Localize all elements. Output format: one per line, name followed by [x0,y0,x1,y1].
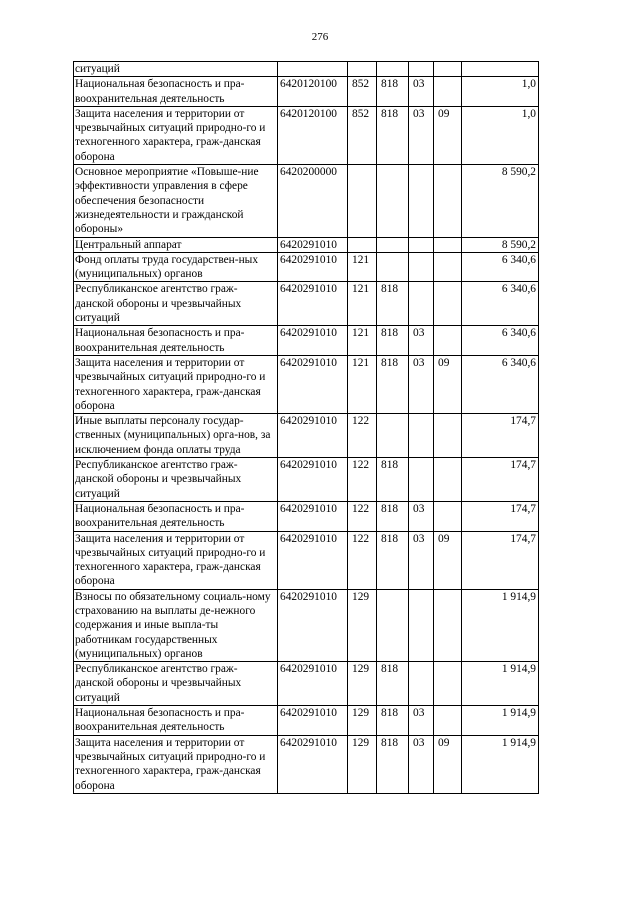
table-row [74,62,539,77]
row-name: Республиканское агентство граж-данской обороны и чрезвычайных ситуаций [74,458,278,502]
table-row [74,589,539,661]
table-row [74,237,539,252]
target-article-code: 6420120100 [278,77,348,107]
section-code: 03 [409,531,434,589]
target-article-code: 6420120100 [278,106,348,164]
subsection-code [434,282,462,326]
administrator-code: 818 [377,326,409,356]
budget-table-body [74,62,539,794]
amount: 1,0 [462,106,539,164]
administrator-code: 818 [377,458,409,502]
administrator-code [377,62,409,77]
section-code [409,282,434,326]
administrator-code [377,252,409,282]
amount: 174,7 [462,501,539,531]
amount: 174,7 [462,414,539,458]
administrator-code: 818 [377,106,409,164]
administrator-code: 818 [377,735,409,793]
budget-table [73,61,539,794]
amount: 6 340,6 [462,355,539,413]
amount: 6 340,6 [462,282,539,326]
table-row [74,706,539,736]
expense-type-code: 121 [348,326,377,356]
row-name: Центральный аппарат [74,237,278,252]
target-article-code: 6420291010 [278,237,348,252]
page-number: 276 [311,31,329,43]
subsection-code [434,662,462,706]
target-article-code: 6420291010 [278,501,348,531]
expense-type-code: 852 [348,106,377,164]
row-name: Взносы по обязательному социаль-ному страхованию на выплаты де-нежного содержания и иные выпла-ты работникам государственных (муниципальных) органов [74,589,278,661]
target-article-code [278,62,348,77]
table-row [74,735,539,793]
section-code [409,662,434,706]
row-name: Национальная безопасность и пра-воохранительная деятельность [74,77,278,107]
expense-type-code: 852 [348,77,377,107]
expense-type-code [348,237,377,252]
subsection-code: 09 [434,106,462,164]
amount: 8 590,2 [462,237,539,252]
amount: 1 914,9 [462,589,539,661]
subsection-code [434,501,462,531]
expense-type-code: 122 [348,458,377,502]
row-name: Республиканское агентство граж-данской обороны и чрезвычайных ситуаций [74,662,278,706]
administrator-code: 818 [377,662,409,706]
administrator-code: 818 [377,355,409,413]
expense-type-code: 122 [348,501,377,531]
target-article-code: 6420291010 [278,355,348,413]
expense-type-code: 129 [348,706,377,736]
administrator-code: 818 [377,531,409,589]
target-article-code: 6420291010 [278,589,348,661]
table-row [74,501,539,531]
expense-type-code: 122 [348,414,377,458]
expense-type-code: 129 [348,662,377,706]
amount: 174,7 [462,458,539,502]
row-name: Национальная безопасность и пра-воохранительная деятельность [74,706,278,736]
section-code: 03 [409,706,434,736]
target-article-code: 6420200000 [278,165,348,237]
section-code: 03 [409,106,434,164]
section-code: 03 [409,77,434,107]
expense-type-code: 121 [348,355,377,413]
row-name: Защита населения и территории от чрезвычайных ситуаций природно-го и техногенного характера, граж-данская оборона [74,735,278,793]
subsection-code [434,706,462,736]
table-row [74,531,539,589]
row-name: Защита населения и территории от чрезвычайных ситуаций природно-го и техногенного характера, граж-данская оборона [74,355,278,413]
table-row [74,355,539,413]
target-article-code: 6420291010 [278,458,348,502]
subsection-code [434,62,462,77]
section-code [409,165,434,237]
table-row [74,77,539,107]
table-row [74,662,539,706]
expense-type-code: 129 [348,735,377,793]
row-name: Национальная безопасность и пра-воохранительная деятельность [74,501,278,531]
administrator-code [377,414,409,458]
section-code: 03 [409,326,434,356]
target-article-code: 6420291010 [278,662,348,706]
subsection-code [434,165,462,237]
amount [462,62,539,77]
subsection-code [434,414,462,458]
table-row [74,458,539,502]
target-article-code: 6420291010 [278,282,348,326]
target-article-code: 6420291010 [278,706,348,736]
expense-type-code: 121 [348,282,377,326]
subsection-code [434,589,462,661]
subsection-code [434,458,462,502]
section-code: 03 [409,355,434,413]
table-row [74,414,539,458]
administrator-code: 818 [377,501,409,531]
expense-type-code: 122 [348,531,377,589]
target-article-code: 6420291010 [278,414,348,458]
row-name: Защита населения и территории от чрезвычайных ситуаций природно-го и техногенного характера, граж-данская оборона [74,106,278,164]
administrator-code: 818 [377,282,409,326]
subsection-code [434,237,462,252]
amount: 6 340,6 [462,326,539,356]
amount: 8 590,2 [462,165,539,237]
subsection-code [434,252,462,282]
row-name: Защита населения и территории от чрезвычайных ситуаций природно-го и техногенного характера, граж-данская оборона [74,531,278,589]
target-article-code: 6420291010 [278,252,348,282]
table-row [74,252,539,282]
section-code: 03 [409,501,434,531]
section-code [409,62,434,77]
subsection-code [434,326,462,356]
administrator-code [377,589,409,661]
section-code [409,237,434,252]
subsection-code: 09 [434,531,462,589]
table-row [74,165,539,237]
table-row [74,282,539,326]
expense-type-code: 129 [348,589,377,661]
administrator-code: 818 [377,77,409,107]
row-name: Иные выплаты персоналу государ-ственных (муниципальных) орга-нов, за исключением фонда оплаты труда [74,414,278,458]
target-article-code: 6420291010 [278,735,348,793]
amount: 6 340,6 [462,252,539,282]
section-code: 03 [409,735,434,793]
table-row [74,106,539,164]
section-code [409,414,434,458]
amount: 1 914,9 [462,706,539,736]
administrator-code [377,237,409,252]
subsection-code: 09 [434,355,462,413]
amount: 1,0 [462,77,539,107]
section-code [409,589,434,661]
target-article-code: 6420291010 [278,531,348,589]
amount: 1 914,9 [462,735,539,793]
subsection-code: 09 [434,735,462,793]
amount: 1 914,9 [462,662,539,706]
section-code [409,252,434,282]
row-name: Основное мероприятие «Повыше-ние эффективности управления в сфере обеспечения безопасности жизнедеятельности и гражданской обороны» [74,165,278,237]
row-name: Республиканское агентство граж-данской обороны и чрезвычайных ситуаций [74,282,278,326]
expense-type-code [348,165,377,237]
administrator-code: 818 [377,706,409,736]
expense-type-code: 121 [348,252,377,282]
row-name: Национальная безопасность и пра-воохранительная деятельность [74,326,278,356]
section-code [409,458,434,502]
table-row [74,326,539,356]
amount: 174,7 [462,531,539,589]
subsection-code [434,77,462,107]
administrator-code [377,165,409,237]
row-name: Фонд оплаты труда государствен-ных (муниципальных) органов [74,252,278,282]
target-article-code: 6420291010 [278,326,348,356]
expense-type-code [348,62,377,77]
row-name: ситуаций [74,62,278,77]
